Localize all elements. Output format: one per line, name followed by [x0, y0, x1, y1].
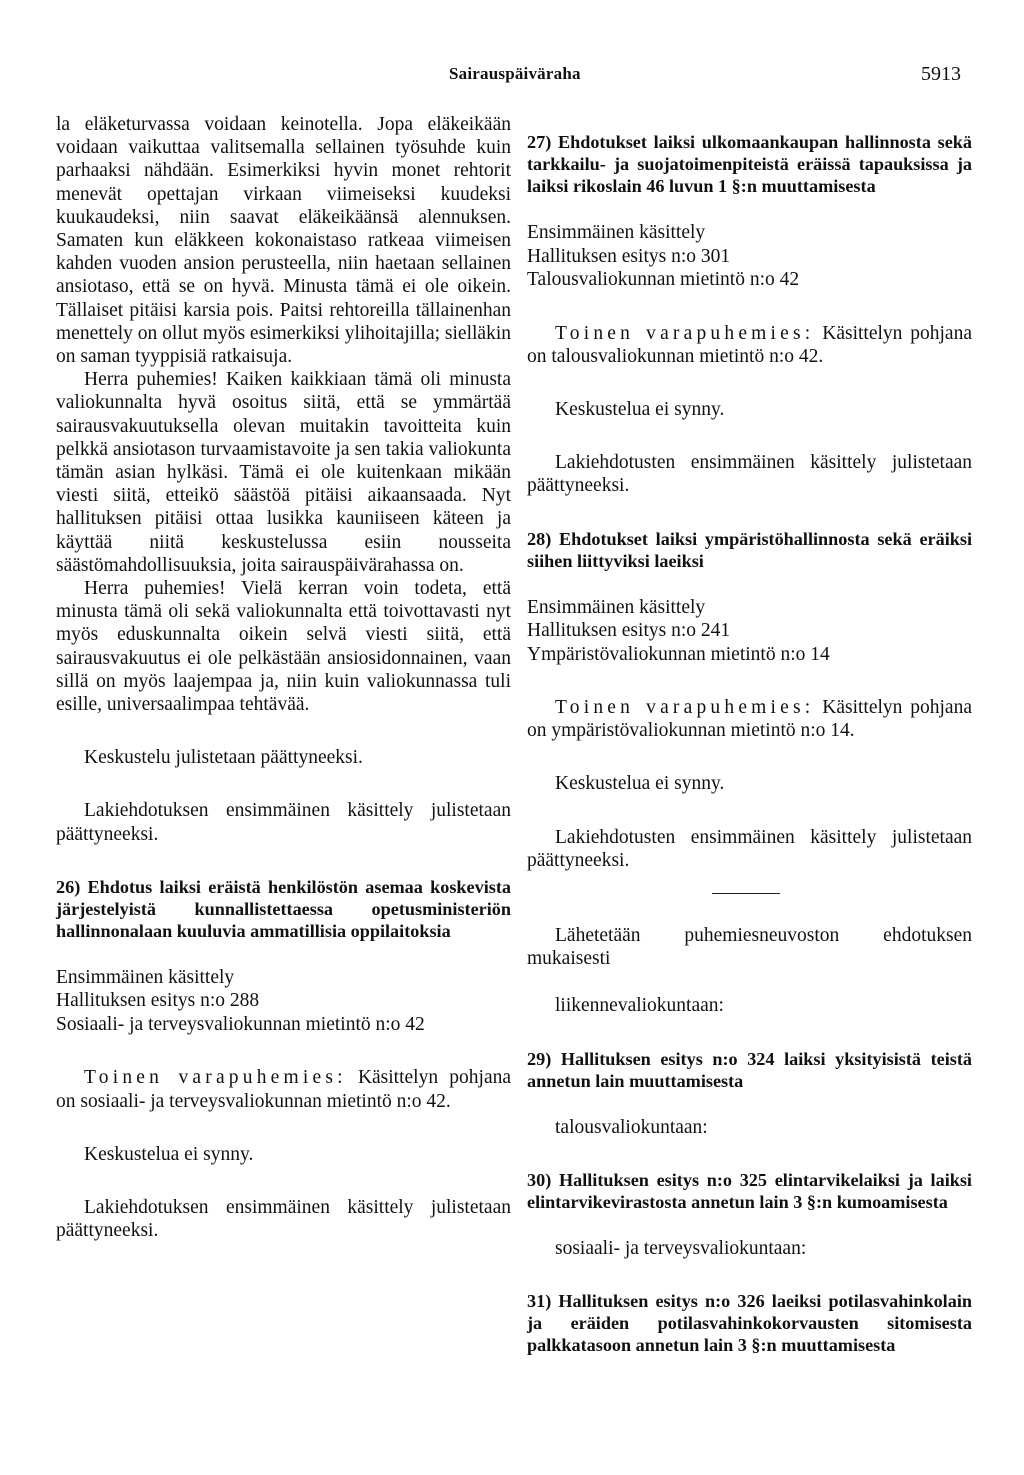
item-30-heading: 30) Hallituksen esitys n:o 325 elintarvikelaiksi ja laiksi elintarvikevirastosta annetun lain 3 §:n kumoamisesta — [527, 1169, 972, 1212]
speaker-text: Käsittelyn pohjana on talousvaliokunnan mietintö n:o 42. — [527, 322, 972, 367]
item-28-no-debate: Keskustelua ei synny. — [555, 773, 725, 795]
committee-sosiaali: sosiaali- ja terveysvaliokuntaan: — [555, 1237, 807, 1259]
speaker-text: Käsittelyn pohjana on sosiaali- ja terveysvaliokunnan mietintö n:o 42. — [56, 1067, 511, 1112]
paragraph-herra-puhemies-2: Herra puhemies! Vielä kerran voin todeta, että minusta tämä oli sekä valiokunnalta että toivottavasti nyt myös eduskunnalta oikein selvä viesti siitä, että sairausvakuutus ei ole pelkästään ansiosidonnainen, vaan sillä on myös laajempaa ja, niin kuin valiokunnassa tuli esille, universaalimpaa tehtävää. — [56, 578, 511, 716]
page-number: 5913 — [921, 63, 961, 85]
item-28-reading: Ensimmäinen käsittely — [527, 596, 706, 618]
item-28-details — [527, 596, 972, 667]
reading-closed-statement: Lakiehdotuksen ensimmäinen käsittely julistetaan päättyneeksi. — [56, 800, 511, 845]
item-27-no-debate: Keskustelua ei synny. — [555, 398, 725, 420]
item-26-report: Sosiaali- ja terveysvaliokunnan mietintö n:o 42 — [56, 1013, 425, 1035]
paragraph-herra-puhemies-1: Herra puhemies! Kaiken kaikkiaan tämä oli minusta valiokunnalta hyvä osoitus siitä, että se ymmärtää sairausvakuutuksella olevan muitakin tavoitteita kuin pelkkä ansiotason turvaamistavoite ja sen takia valiokunta tämän asian hylkäsi. Tämä ei ole kuitenkaan mikään viesti siitä, etteikö säästöä pitäisi aikaansaada. Nyt hallituksen pitäisi ottaa lusikka kauniiseen käteen ja käyttää niitä keskustelussa esiin nousseita säästömahdollisuuksia, joita sairauspäivärahassa on. — [56, 369, 511, 576]
right-column — [527, 113, 972, 1356]
speaker-name: Toinen varapuhemies: — [555, 697, 815, 719]
item-27-heading: 27) Ehdotukset laiksi ulkomaankaupan hallinnosta sekä tarkkailu- ja suojatoimenpiteistä eräissä tapauksissa ja laiksi rikoslain 46 luvun 1 §:n muuttamisesta — [527, 132, 972, 196]
item-27-report: Talousvaliokunnan mietintö n:o 42 — [527, 269, 800, 290]
committee-talous: talousvaliokuntaan: — [555, 1116, 708, 1138]
paragraph-continuation: la eläketurvassa voidaan keinotella. Jopa eläkeikään voidaan vaikuttaa valitsemalla sellainen työsuhde kuin parhaaksi nähdään. Esimerkiksi hyvin monet rehtorit menevät opettajan virkaan viimeiseksi kuudeksi kuukaudeksi, niin saavat eläkeikäänsä alennuksen. Samaten kun eläkkeen kokonaistaso ratkeaa viimeisen kahden vuoden ansion perusteella, niin haetaan sellainen ansiotaso, että se on hyvä. Minusta tämä ei ole oikein. Tällaiset pitäisi karsia pois. Paitsi rehtoreilla tällainenhan menettely on ollut myös esimerkiksi ylihoitajilla; sielläkin on saman tyyppisiä ratkaisuja. — [56, 114, 511, 368]
speaker-text: Käsittelyn pohjana on ympäristövaliokunnan mietintö n:o 14. — [527, 697, 972, 742]
item-31-heading: 31) Hallituksen esitys n:o 326 laeiksi potilasvahinkolain ja eräiden potilasvahinkokorvausten sitomisesta palkkatasoon annetun lain 3 §:n muuttamisesta — [527, 1291, 972, 1356]
left-column — [56, 113, 511, 1242]
referral-statement: Lähetetään puhemiesneuvoston ehdotuksen mukaisesti — [527, 925, 972, 970]
item-29-heading: 29) Hallituksen esitys n:o 324 laiksi yksityisistä teistä annetun lain muuttamisesta — [527, 1048, 972, 1091]
item-27-details — [527, 221, 972, 292]
item-28-closing: Lakiehdotusten ensimmäinen käsittely julistetaan päättyneeksi. — [527, 826, 972, 871]
item-27-bill: Hallituksen esitys n:o 301 — [527, 245, 731, 267]
running-header — [0, 64, 1024, 88]
item-26-no-debate: Keskustelua ei synny. — [84, 1143, 254, 1165]
item-26-reading: Ensimmäinen käsittely — [56, 966, 235, 988]
item-28-speaker-statement — [527, 696, 972, 742]
committee-liikenne: liikennevaliokuntaan: — [555, 995, 724, 1017]
item-26-closing: Lakiehdotuksen ensimmäinen käsittely julistetaan päättyneeksi. — [56, 1197, 511, 1242]
item-26-bill: Hallituksen esitys n:o 288 — [56, 990, 260, 1012]
speaker-name: Toinen varapuhemies: — [84, 1067, 347, 1089]
item-28-heading: 28) Ehdotukset laiksi ympäristöhallinnosta sekä eräiksi siihen liittyviksi laeiksi — [527, 528, 972, 571]
item-26-heading: 26) Ehdotus laiksi eräistä henkilöstön asemaa koskevista järjestelyistä kunnallistettaessa opetusministeriön hallinnonalaan kuuluvia ammatillisia oppilaitoksia — [56, 876, 511, 941]
item-28-report: Ympäristövaliokunnan mietintö n:o 14 — [527, 643, 830, 665]
item-27-reading: Ensimmäinen käsittely — [527, 222, 706, 243]
item-26-speaker-statement — [56, 1066, 511, 1112]
section-divider — [712, 893, 780, 894]
speaker-name: Toinen varapuhemies: — [555, 322, 815, 344]
item-27-closing: Lakiehdotusten ensimmäinen käsittely julistetaan päättyneeksi. — [527, 452, 972, 497]
item-27-speaker-statement — [527, 322, 972, 368]
running-title: Sairauspäiväraha — [449, 64, 581, 83]
item-28-bill: Hallituksen esitys n:o 241 — [527, 620, 731, 642]
debate-closed-statement: Keskustelu julistetaan päättyneeksi. — [84, 747, 363, 769]
item-26-details — [56, 966, 511, 1037]
